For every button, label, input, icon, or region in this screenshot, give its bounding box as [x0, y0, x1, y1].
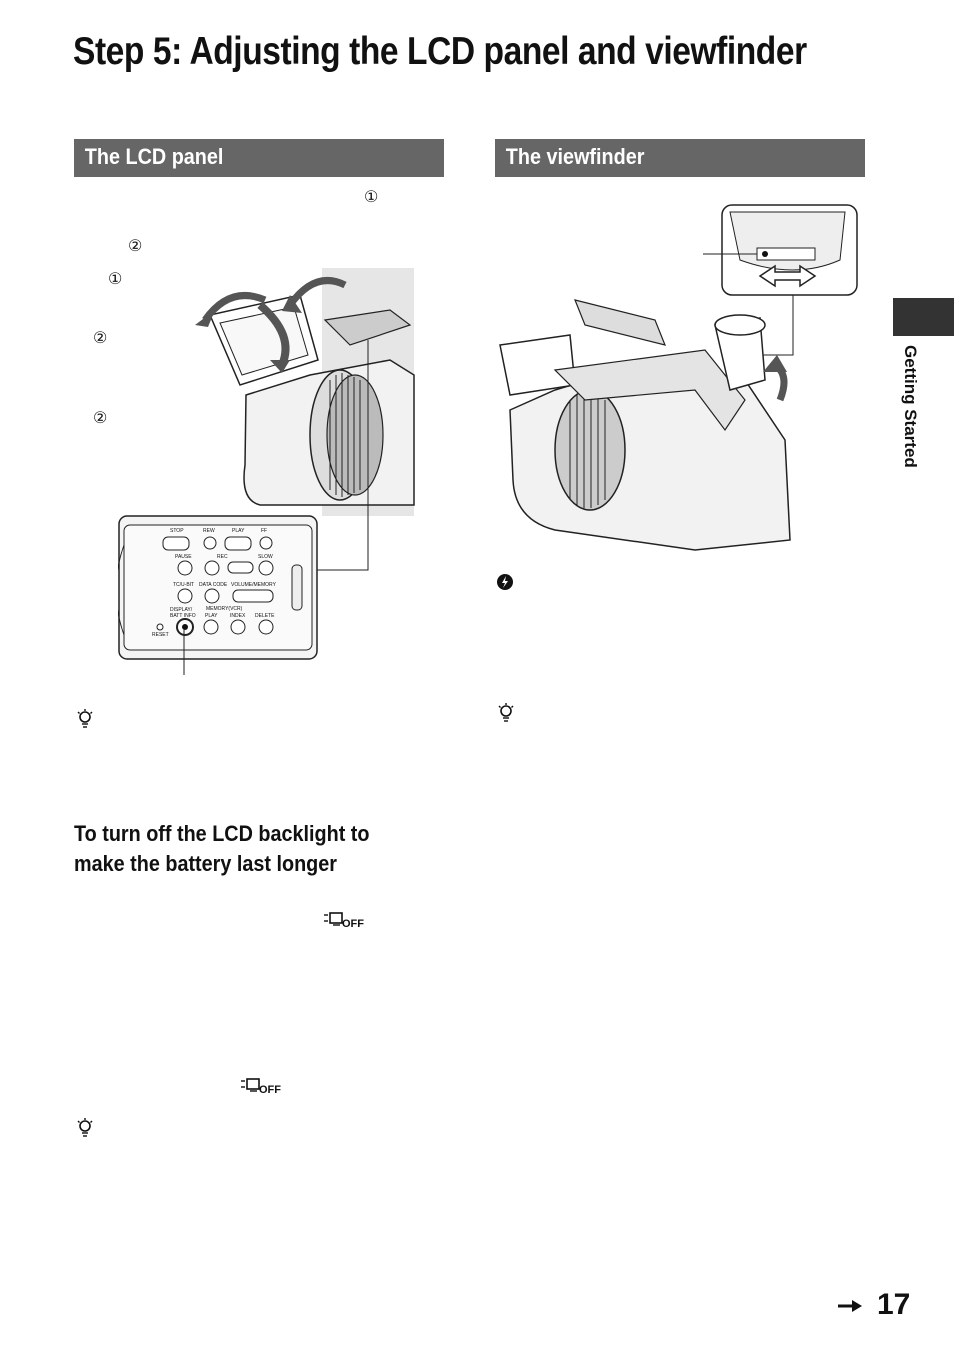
step-marker-2b: ②	[93, 330, 108, 347]
viewfinder-header-text: The viewfinder	[505, 144, 645, 169]
viewfinder-header	[495, 139, 865, 177]
tip-icon	[496, 702, 516, 724]
backlight-off-icon-text: OFF	[259, 1084, 281, 1096]
lbl-stop: STOP	[170, 528, 184, 534]
backlight-off-icon	[324, 909, 368, 933]
tip-icon	[75, 1117, 95, 1139]
lbl-reset: RESET	[152, 632, 169, 638]
lbl-play-top: PLAY	[232, 528, 245, 534]
lbl-slow: SLOW	[258, 554, 273, 560]
step-marker-2c: ②	[93, 410, 108, 427]
side-tab-marker	[893, 298, 954, 336]
viewfinder-camera-illustration	[495, 200, 865, 560]
page-title: Step 5: Adjusting the LCD panel and viewfinder	[73, 30, 807, 73]
lbl-delete: DELETE	[255, 613, 275, 619]
lbl-index: INDEX	[230, 613, 246, 619]
warning-icon	[495, 572, 515, 594]
control-panel-illustration	[118, 515, 318, 660]
backlight-subheading: To turn off the LCD backlight to make the battery last longer	[74, 821, 370, 876]
lbl-volume: VOLUME/MEMORY	[231, 582, 276, 588]
lbl-rew: REW	[203, 528, 215, 534]
side-tab-label-text: Getting Started	[901, 345, 920, 468]
side-tab-label	[900, 345, 920, 485]
step-marker-2: ②	[128, 238, 143, 255]
lbl-display-batt: DISPLAY/ BATT INFO	[170, 607, 196, 619]
lbl-memory-vcr: MEMORY(VCR)	[206, 606, 243, 612]
lbl-pause: PAUSE	[175, 554, 192, 560]
lbl-ff: FF	[261, 528, 268, 534]
lcd-panel-header	[74, 139, 444, 177]
lbl-data-code: DATA CODE	[199, 582, 228, 588]
lcd-camera-illustration	[190, 265, 416, 517]
lbl-rec: REC	[217, 554, 228, 560]
page-number: 17	[877, 1288, 911, 1321]
lbl-tc-ubit: TC/U-BIT	[173, 582, 195, 588]
backlight-off-icon	[241, 1075, 285, 1099]
arrow-right-icon	[838, 1298, 864, 1314]
display-button-callout	[182, 630, 186, 675]
step-marker-1: ①	[364, 189, 379, 206]
tip-icon	[75, 708, 95, 730]
backlight-off-icon-text: OFF	[342, 918, 364, 930]
lcd-panel-header-text: The LCD panel	[84, 144, 224, 169]
step-marker-1b: ①	[108, 271, 123, 288]
callout-line	[310, 340, 380, 575]
lbl-play: PLAY	[205, 613, 218, 619]
